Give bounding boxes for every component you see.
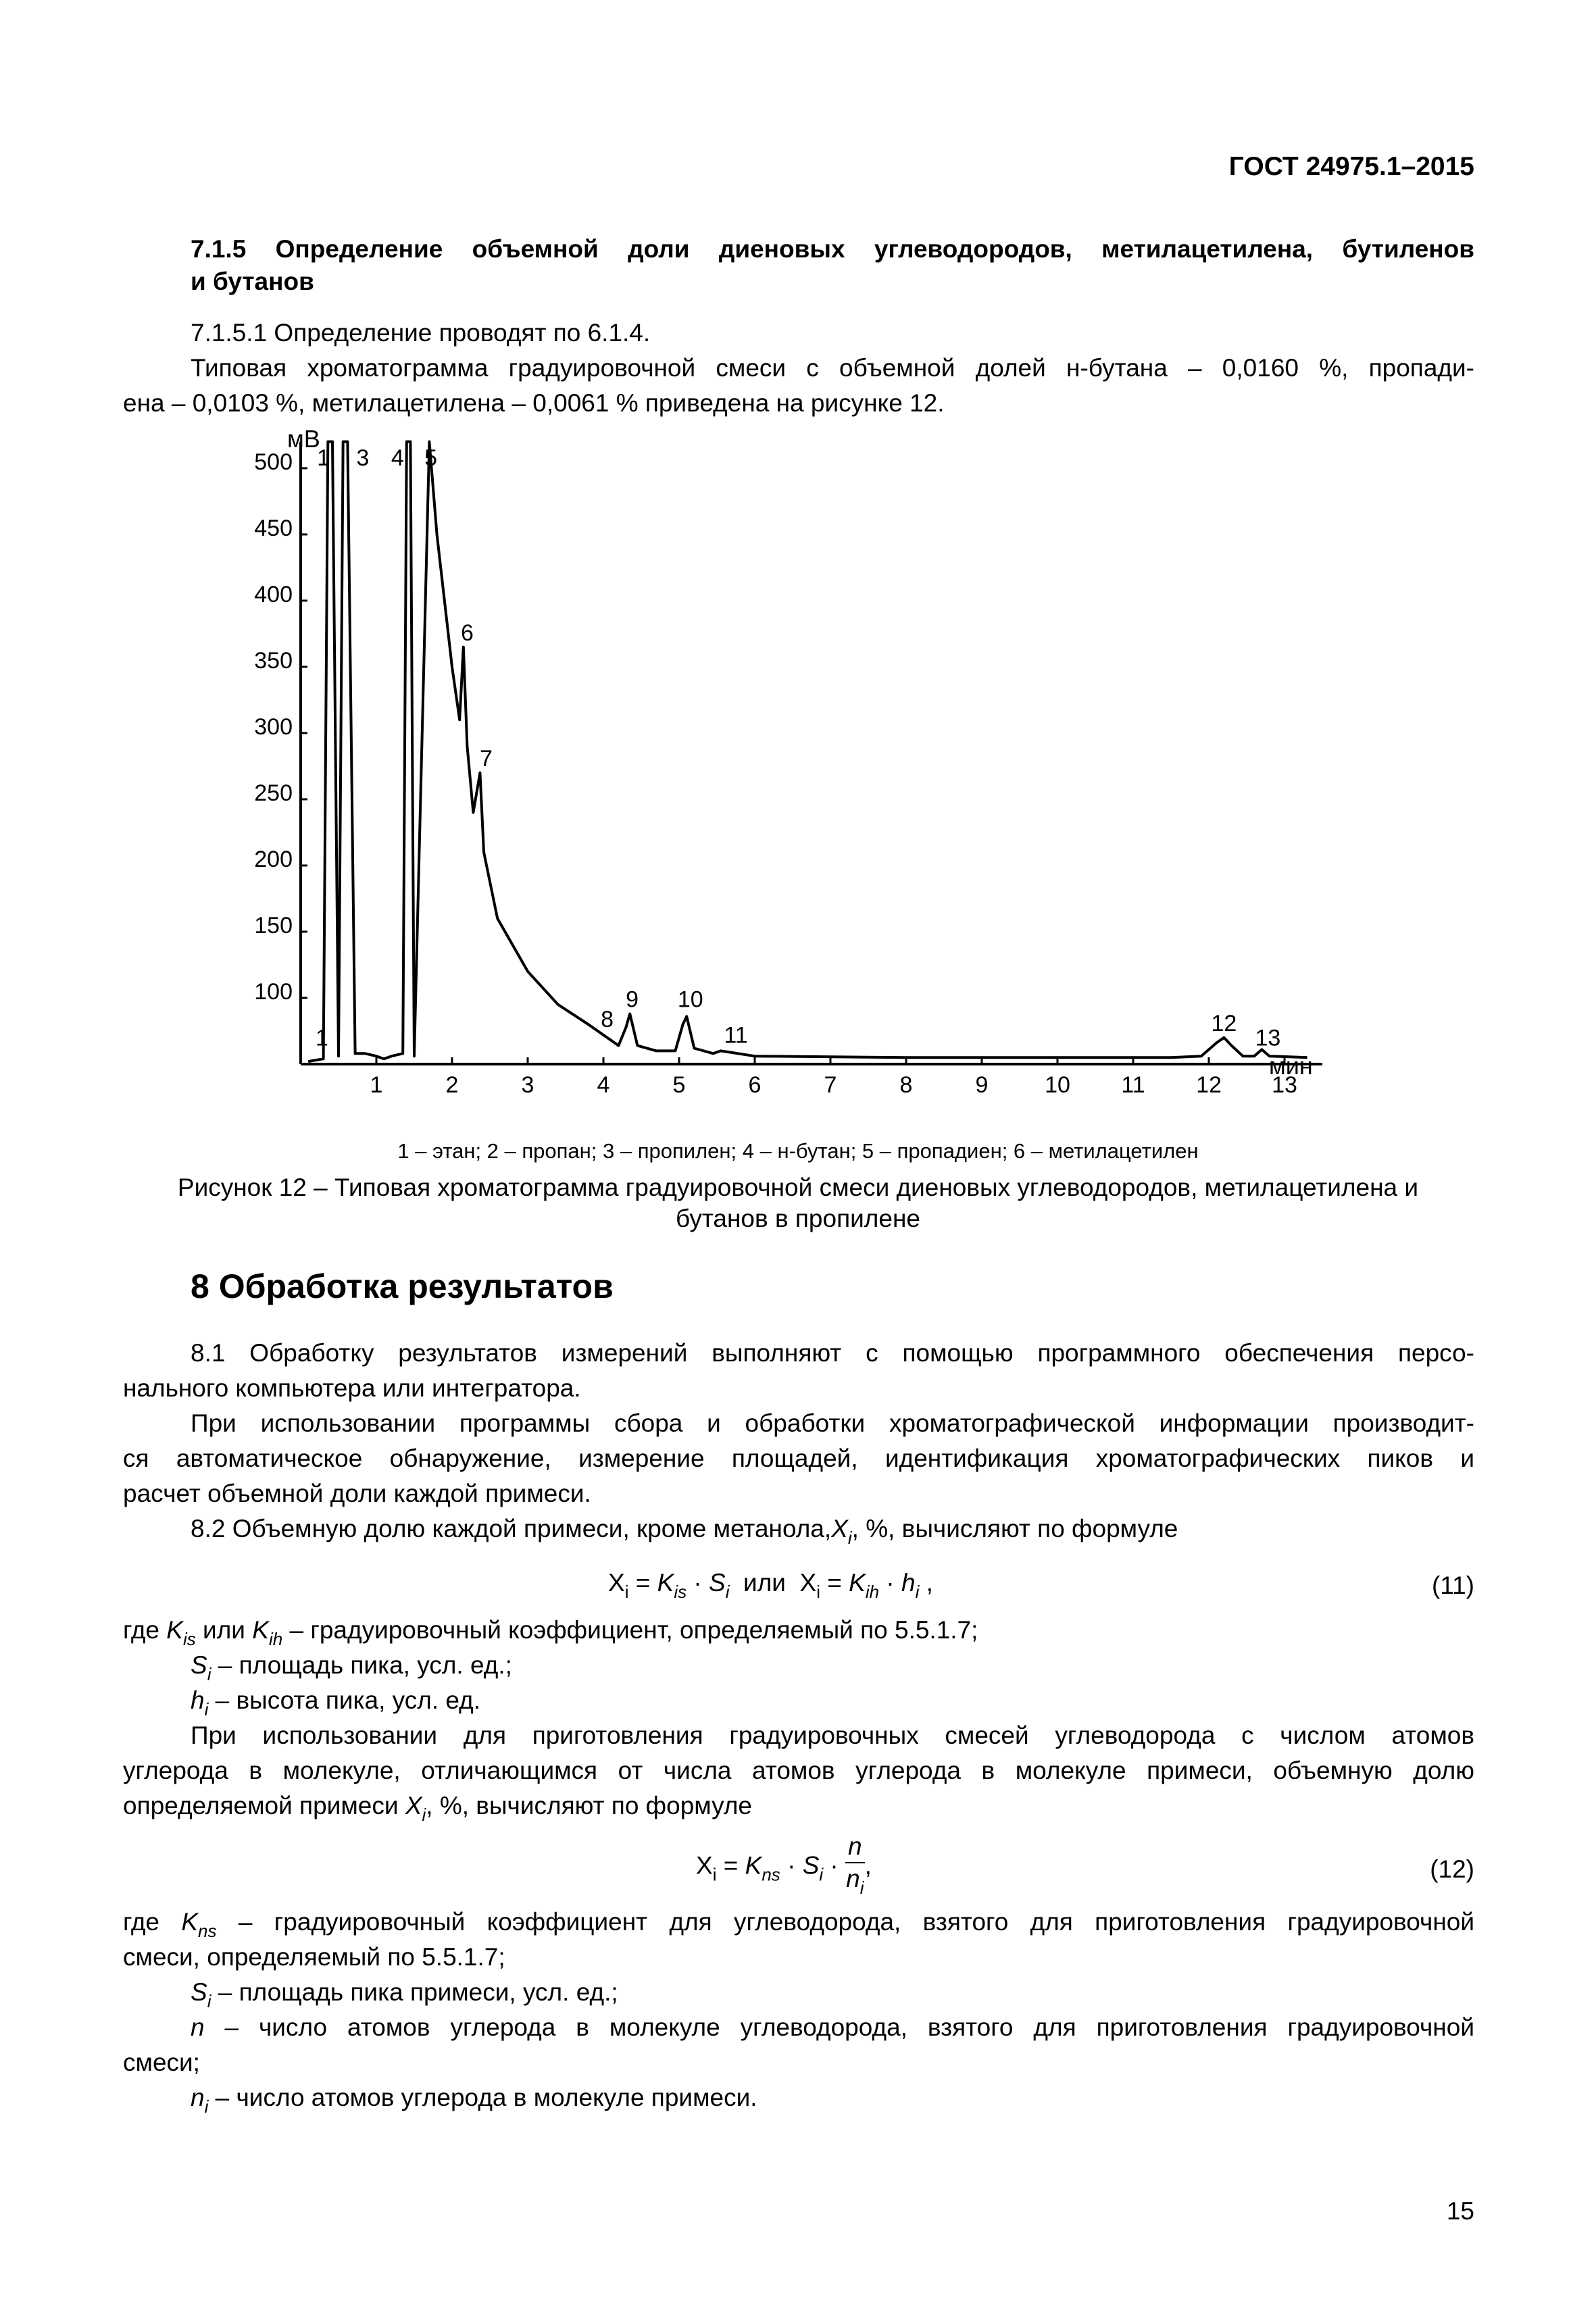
x-tick-label: 8	[899, 1072, 913, 1098]
peak-label: 10	[677, 986, 703, 1013]
paragraph-program-l2: ся автоматическое обнаружение, измерение площадей, идентификация хроматографических пиков и	[123, 1444, 1474, 1472]
figure-legend: 1 – этан; 2 – пропан; 3 – пропилен; 4 – н-бутан; 5 – пропадиен; 6 – метилацетилен	[397, 1139, 1199, 1163]
peak-label: 9	[626, 986, 639, 1013]
x-tick-label: 1	[370, 1072, 383, 1098]
formula-12-number: (12)	[1430, 1855, 1474, 1883]
where-kns-coefficient-cont: смеси, определяемый по 5.5.1.7;	[123, 1943, 505, 1971]
x-axis-label: мин	[1269, 1052, 1313, 1080]
section-heading-7-1-5: 7.1.5 Определение объемной доли диеновых углеводородов, метилацетилена, бутиленов	[191, 235, 1474, 263]
peak-label: 8	[601, 1007, 614, 1033]
formula-12: $X_i = K_{ns} \cdot S_i$ · $\frac{n}{n_i}$ ,	[696, 1831, 872, 1903]
where-ni-atoms: $n_i$ – число атомов углерода в молекуле примеси.	[191, 2084, 757, 2117]
formula-12-fraction: $\frac{n}{n_i}$	[846, 1832, 864, 1898]
paragraph-chromatogram-intro: Типовая хроматограмма градуировочной смеси с объемной долей н-бутана – 0,0160 %, пропади-	[191, 354, 1474, 382]
page-number: 15	[1446, 2197, 1474, 2225]
where-n-atoms-cont: смеси;	[123, 2048, 200, 2076]
paragraph-8-1-cont: нального компьютера или интегратора.	[123, 1374, 581, 1402]
peak-label: 1	[317, 445, 330, 472]
paragraph-program: При использовании программы сбора и обработки хроматографической информации производит-	[191, 1409, 1474, 1437]
where-k-coefficient: где $K_{is}$ или $K_{ih}$ – градуировочный коэффициент, определяемый по 5.5.1.7;	[123, 1616, 978, 1649]
x-tick-label: 6	[748, 1072, 762, 1098]
where-s-area: $S_i$ – площадь пика, усл. ед.;	[191, 1651, 512, 1684]
y-tick-label: 500	[254, 449, 293, 475]
x-tick-label: 5	[672, 1072, 686, 1098]
x-tick-label: 9	[975, 1072, 989, 1098]
section-heading-7-1-5-cont: и бутанов	[191, 268, 314, 295]
x-tick-label: 2	[445, 1072, 459, 1098]
x-tick-label: 10	[1045, 1072, 1070, 1098]
y-tick-label: 300	[254, 714, 293, 740]
where-n-atoms: n – число атомов углерода в молекуле углеводорода, взятого для приготовления градуировочной	[191, 2013, 1474, 2041]
paragraph-preparation-l3: определяемой примеси $X_i$, %, вычисляют по формуле	[123, 1792, 752, 1825]
x-tick-label: 13	[1272, 1072, 1297, 1098]
paragraph-program-l3: расчет объемной доли каждой примеси.	[123, 1480, 591, 1507]
peak-label: 1	[315, 1025, 328, 1051]
y-axis-label: мВ	[287, 426, 320, 453]
peak-labels	[316, 445, 1280, 1051]
paragraph-8-2: 8.2 Объемную долю каждой примеси, кроме $метанола,X_i$, %, вычисляют по формуле	[191, 1515, 1178, 1548]
peak-label: 11	[724, 1022, 748, 1049]
peak-label: 12	[1211, 1011, 1237, 1036]
paragraph-7-1-5-1: 7.1.5.1 Определение проводят по 6.1.4.	[191, 319, 651, 347]
paragraph-preparation-l2: углерода в молекуле, отличающимся от числа атомов углерода в молекуле примеси, объемную долю	[123, 1757, 1474, 1784]
x-tick-label: 7	[824, 1072, 837, 1098]
section-heading-8: 8 Обработка результатов	[191, 1267, 614, 1305]
paragraph-preparation: При использовании для приготовления градуировочных смесей углеводорода с числом атомов	[191, 1721, 1474, 1749]
x-tick-label: 11	[1121, 1072, 1145, 1098]
peak-label: 7	[479, 746, 493, 772]
peak-label: 13	[1255, 1025, 1281, 1051]
y-tick-label: 350	[254, 648, 293, 674]
chromatogram-trace	[308, 442, 1307, 1061]
formula-11: $X_i = K_{is} \cdot S_i$ или $X_i = K_{ih} \cdot h_i$ ,	[608, 1569, 933, 1602]
where-h-height: $h_i$ – высота пика, усл. ед.	[191, 1686, 481, 1719]
peak-label: 3	[356, 445, 370, 472]
chromatogram-chart	[230, 426, 1338, 1115]
y-tick-label: 250	[254, 780, 293, 806]
peak-label: 5	[424, 445, 438, 472]
figure-caption: Рисунок 12 – Типовая хроматограмма градуировочной смеси диеновых углеводородов, метилацетилена и	[177, 1174, 1419, 1201]
formula-11-number: (11)	[1431, 1571, 1474, 1599]
where-s-impurity-area: $S_i$ – площадь пика примеси, усл. ед.;	[191, 1978, 618, 2011]
paragraph-chromatogram-intro-cont: ена – 0,0103 %, метилацетилена – 0,0061 % приведена на рисунке 12.	[123, 389, 945, 417]
y-tick-label: 150	[254, 913, 293, 938]
y-tick-label: 450	[254, 515, 293, 541]
where-kns-coefficient: где $K_{ns}$ – градуировочный коэффициент для углеводорода, взятого для приготовления градуировочной	[123, 1908, 1475, 1941]
figure-caption-cont: бутанов в пропилене	[676, 1205, 920, 1232]
peak-label: 4	[391, 445, 404, 472]
y-tick-label: 400	[254, 582, 293, 607]
y-tick-label: 200	[254, 847, 293, 872]
document-header: ГОСТ 24975.1–2015	[1228, 152, 1474, 181]
peak-label: 6	[460, 620, 474, 646]
paragraph-8-1: 8.1 Обработку результатов измерений выполняют с помощью программного обеспечения персо-	[191, 1339, 1474, 1367]
y-tick-label: 100	[254, 979, 293, 1005]
x-tick-label: 3	[521, 1072, 534, 1098]
x-tick-label: 4	[597, 1072, 610, 1098]
x-tick-label: 12	[1196, 1072, 1222, 1098]
